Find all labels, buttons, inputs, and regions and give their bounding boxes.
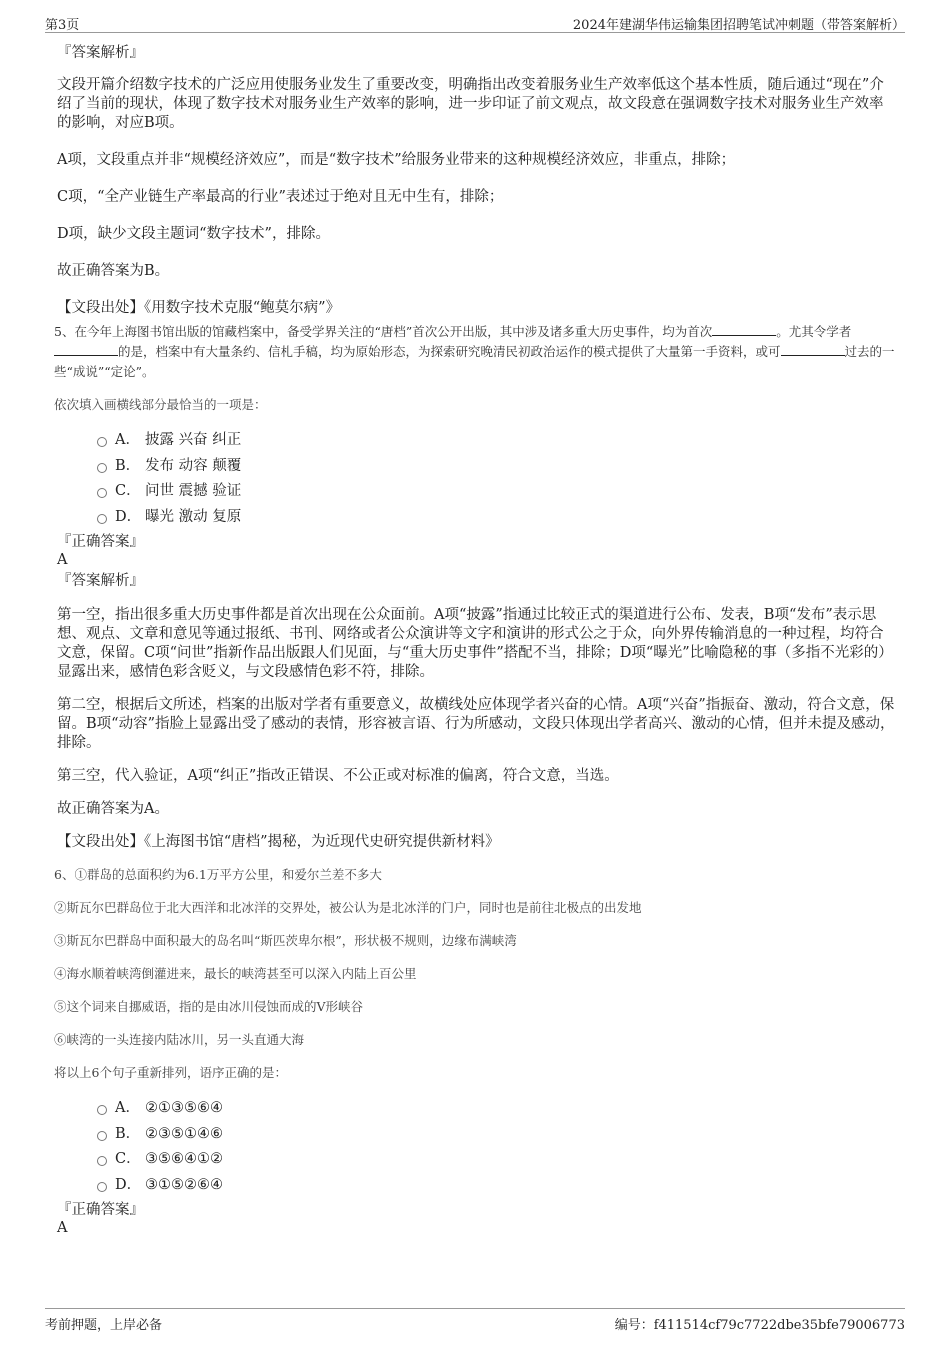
q4-analysis-para: D项，缺少文段主题词“数字技术”，排除。 xyxy=(57,226,330,242)
q5-source: 【文段出处】《上海图书馆“唐档”揭秘，为近现代史研究提供新材料》 xyxy=(57,834,500,850)
q5-options xyxy=(97,428,895,530)
q5-stem xyxy=(54,322,895,382)
option-key: B． xyxy=(115,457,141,474)
q5-option-c[interactable] xyxy=(97,479,895,505)
radio-button-icon[interactable] xyxy=(97,514,107,524)
q6-instruction: 将以上6个句子重新排列，语序正确的是： xyxy=(54,1065,287,1080)
q6-option-b[interactable] xyxy=(97,1122,895,1148)
document-code: 编号：f411514cf79c7722dbe35bfe79006773 xyxy=(614,1318,905,1333)
q5-correct-answer: A xyxy=(57,552,68,568)
option-key: C． xyxy=(115,483,141,499)
option-text: 曝光 激动 复原 xyxy=(145,508,242,525)
q5-stem-part: 过去的一些“成说”“定论”。 xyxy=(54,344,895,379)
answer-blank xyxy=(712,322,776,336)
option-key: D． xyxy=(115,508,142,525)
radio-button-icon[interactable] xyxy=(97,488,107,498)
q5-analysis-para: 第一空，指出很多重大历史事件都是首次出现在公众面前。A项“披露”指通过比较正式的渠道进行公布、发表，B项“发布”表示思想、观点、文章和意见等通过报纸、书刊、网络或者公众演讲等文字和演讲的形式公之于众，向外界传输消息的一种过程，均符合文意，保留。C项“问世”指新作品出版跟人们见面，与“重大历史事件”搭配不当，排除；D项“曝光”比喻隐秘的事（多指不光彩的）显露出来，感情色彩含贬义，与文段感情色彩不符，排除。 xyxy=(57,607,893,680)
q6-option-d[interactable] xyxy=(97,1173,895,1199)
page-footer xyxy=(45,1308,905,1331)
q6-option-c[interactable] xyxy=(97,1147,895,1173)
option-text: ③①⑤②⑥④ xyxy=(145,1176,223,1193)
page-content xyxy=(54,44,895,1237)
q5-option-d[interactable] xyxy=(97,505,895,531)
q4-analysis-para: 文段开篇介绍数字技术的广泛应用使服务业发生了重要改变，明确指出改变着服务业生产效率低这个基本性质，随后通过“现在”介绍了当前的现状，体现了数字技术对服务业生产效率的影响，进一步印证了前文观点，故文段意在强调数字技术对服务业生产效率的影响，对应B项。 xyxy=(57,77,884,131)
radio-button-icon[interactable] xyxy=(97,1156,107,1166)
q4-analysis-para: C项，“全产业链生产率最高的行业”表述过于绝对且无中生有，排除； xyxy=(57,189,504,205)
option-text: 披露 兴奋 纠正 xyxy=(145,432,242,448)
radio-button-icon[interactable] xyxy=(97,1131,107,1141)
q5-analysis-para: 第二空，根据后文所述，档案的出版对学者有重要意义，故横线处应体现学者兴奋的心情。A项“兴奋”指振奋、激动，符合文意，保留。B项“动容”指脸上显露出受了感动的表情，形容被言语、行为所感动，文段只体现出学者高兴、激动的心情，但并未提及感动，排除。 xyxy=(57,697,895,751)
q5-instruction: 依次填入画横线部分最恰当的一项是： xyxy=(54,397,267,412)
option-key: A． xyxy=(115,432,140,448)
q5-stem-part: 5、在今年上海图书馆出版的馆藏档案中，备受学界关注的“唐档”首次公开出版，其中涉及诸多重大历史事件，均为首次 xyxy=(54,324,713,339)
footer-slogan: 考前押题，上岸必备 xyxy=(45,1318,163,1333)
q6-options xyxy=(97,1096,895,1198)
radio-button-icon[interactable] xyxy=(97,1105,107,1115)
q6-correct-label: 『正确答案』 xyxy=(57,1202,144,1218)
radio-button-icon[interactable] xyxy=(97,463,107,473)
option-key: B． xyxy=(115,1125,141,1142)
page-header xyxy=(45,12,905,33)
page-number: 第3页 xyxy=(45,18,80,33)
option-key: A． xyxy=(115,1100,140,1116)
q5-correct-label: 『正确答案』 xyxy=(57,534,144,550)
q6-sentence: ③斯瓦尔巴群岛中面积最大的岛名叫“斯匹茨卑尔根”，形状极不规则，边缘布满峡湾 xyxy=(54,933,517,948)
q5-option-a[interactable] xyxy=(97,428,895,454)
q4-analysis-para: A项，文段重点并非“规模经济效应”，而是“数字技术”给服务业带来的这种规模经济效应，非重点，排除； xyxy=(57,152,736,168)
q6-sentence: ④海水顺着峡湾倒灌进来，最长的峡湾甚至可以深入内陆上百公里 xyxy=(54,966,417,981)
q5-answer-line: 故正确答案为A。 xyxy=(57,801,169,817)
option-key: C． xyxy=(115,1151,141,1167)
option-text: ②③⑤①④⑥ xyxy=(145,1125,223,1142)
option-text: 发布 动容 颠覆 xyxy=(145,457,242,474)
option-text: ②①③⑤⑥④ xyxy=(145,1100,223,1116)
q4-answer-line: 故正确答案为B。 xyxy=(57,263,170,279)
q6-sentence: ⑤这个词来自挪威语，指的是由冰川侵蚀而成的V形峡谷 xyxy=(54,999,364,1014)
answer-blank xyxy=(781,342,845,356)
q5-stem-part: 的是，档案中有大量条约、信札手稿，均为原始形态，为探索研究晚清民初政治运作的模式提供了大量第一手资料，或可 xyxy=(118,344,781,359)
q6-sentence: ②斯瓦尔巴群岛位于北大西洋和北冰洋的交界处，被公认为是北冰洋的门户，同时也是前往北极点的出发地 xyxy=(54,900,642,915)
q6-correct-answer: A xyxy=(57,1220,68,1236)
option-text: 问世 震撼 验证 xyxy=(145,483,242,499)
option-key: D． xyxy=(115,1176,142,1193)
q4-source: 【文段出处】《用数字技术克服“鲍莫尔病”》 xyxy=(57,300,341,316)
q6-option-a[interactable] xyxy=(97,1096,895,1122)
option-text: ③⑤⑥④①② xyxy=(145,1151,223,1167)
q5-option-b[interactable] xyxy=(97,454,895,480)
radio-button-icon[interactable] xyxy=(97,1182,107,1192)
q5-stem-part: 。尤其令学者 xyxy=(776,324,852,339)
q6-sentence: 6、①群岛的总面积约为6.1万平方公里，和爱尔兰差不多大 xyxy=(54,867,382,882)
radio-button-icon[interactable] xyxy=(97,437,107,447)
q5-analysis-label: 『答案解析』 xyxy=(57,573,144,589)
q4-analysis-label: 『答案解析』 xyxy=(57,45,144,61)
answer-blank xyxy=(54,342,118,356)
q5-analysis-para: 第三空，代入验证，A项“纠正”指改正错误、不公正或对标准的偏离，符合文意，当选。 xyxy=(57,768,619,784)
q6-sentence: ⑥峡湾的一头连接内陆冰川，另一头直通大海 xyxy=(54,1032,305,1047)
document-title: 2024年建湖华伟运输集团招聘笔试冲刺题（带答案解析） xyxy=(572,18,905,33)
